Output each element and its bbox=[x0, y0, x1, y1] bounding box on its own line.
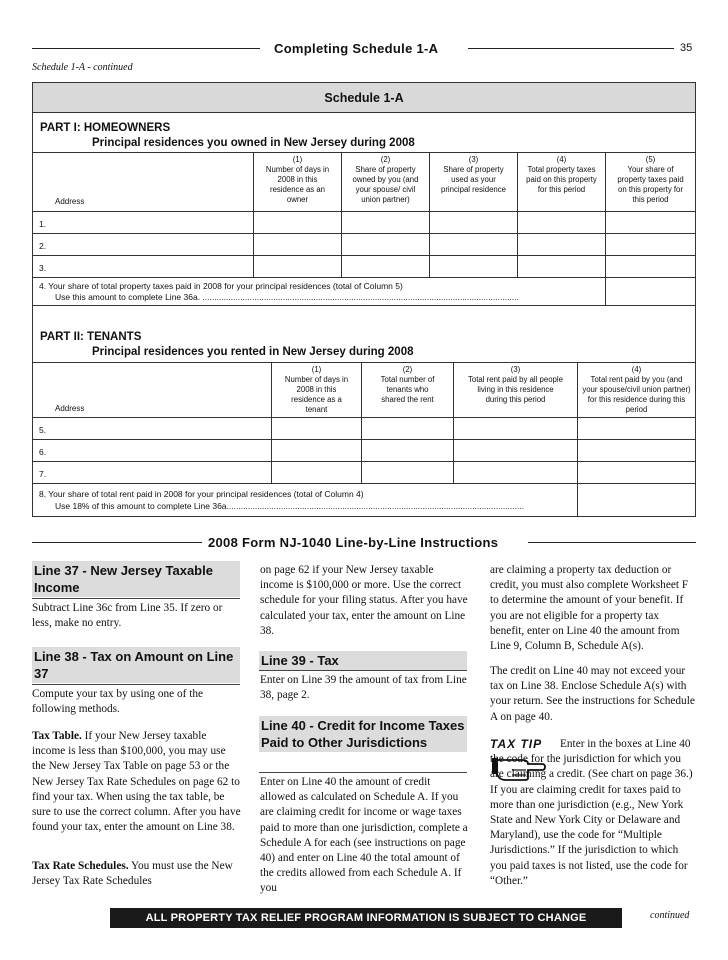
line38-underline bbox=[32, 684, 240, 685]
part1-column-header bbox=[33, 152, 695, 212]
col-number: (4) bbox=[556, 155, 567, 164]
line40-credit-limit-text: The credit on Line 40 may not exceed your tax on Line 38. Enclose Schedule A(s) with your return. See the instructions for Schedule A on page 40. bbox=[490, 665, 695, 723]
cell[interactable] bbox=[271, 462, 361, 483]
part2-total-line2: Use 18% of this amount to complete Line 36a.............................................................................................................................. bbox=[55, 501, 525, 511]
cell[interactable] bbox=[517, 256, 605, 277]
cell[interactable] bbox=[253, 234, 341, 255]
continued-label: Schedule 1-A - continued bbox=[32, 62, 133, 73]
part2-col2-header bbox=[361, 363, 453, 417]
cell[interactable] bbox=[453, 440, 577, 461]
part1-row-1 bbox=[33, 212, 695, 234]
line39-text: Enter on Line 39 the amount of tax from Line 38, page 2. bbox=[260, 674, 467, 702]
cell[interactable] bbox=[429, 234, 517, 255]
part2-total-row bbox=[33, 484, 695, 516]
part2-col3-header bbox=[453, 363, 577, 417]
part2-column-header bbox=[33, 362, 695, 418]
instructions-heading: 2008 Form NJ-1040 Line-by-Line Instructions bbox=[208, 535, 499, 550]
line38-continued-text: on page 62 if your New Jersey taxable income is $100,000 or more. Use the correct schedule for your filing status. After you have calculated your tax, enter the amount on Line 38. bbox=[260, 564, 468, 637]
header-rule-right bbox=[468, 48, 674, 49]
part2-row-6 bbox=[33, 440, 695, 462]
cell[interactable] bbox=[361, 440, 453, 461]
line38-heading: Line 38 - Tax on Amount on Line 37 bbox=[32, 647, 240, 683]
cell[interactable] bbox=[429, 256, 517, 277]
part2-row-7 bbox=[33, 462, 695, 484]
part1-col4-header bbox=[517, 153, 605, 211]
col-number: (5) bbox=[645, 155, 656, 164]
cell[interactable] bbox=[341, 212, 429, 233]
cell[interactable] bbox=[577, 440, 695, 461]
part2-row-5 bbox=[33, 418, 695, 440]
part2-heading: PART II: TENANTS bbox=[40, 331, 142, 343]
part2-total-line1: 8. Your share of total rent paid in 2008 for your principal residences (total of Column 4) bbox=[39, 489, 364, 499]
part1-col3-header bbox=[429, 153, 517, 211]
part1-total-row bbox=[33, 278, 695, 306]
schedule-1a-box bbox=[32, 82, 696, 517]
line40-heading: Line 40 - Credit for Income Taxes Paid to Other Jurisdictions bbox=[259, 716, 467, 752]
line39-underline bbox=[259, 670, 467, 671]
col-number: (4) bbox=[631, 365, 642, 374]
cell[interactable] bbox=[605, 256, 695, 277]
line40-text: Enter on Line 40 the amount of credit allowed as calculated on Schedule A. If you are claiming credit for income or wage taxes paid to more than one jurisdiction, complete a Schedule A for each (see instructions on page 40) and enter on Line 40 the total amount of the credits allowed from each Schedule A. If you bbox=[260, 776, 468, 895]
part1-total-cell[interactable] bbox=[605, 278, 695, 305]
page-header-title: Completing Schedule 1-A bbox=[274, 41, 439, 56]
part2-subheading: Principal residences you rented in New Jersey during 2008 bbox=[92, 346, 414, 358]
part1-row-2 bbox=[33, 234, 695, 256]
cell[interactable] bbox=[577, 418, 695, 439]
tax-table-label: Tax Table. bbox=[32, 730, 82, 742]
instructions-rule-right bbox=[528, 542, 696, 543]
schedule-title: Schedule 1-A bbox=[33, 83, 695, 113]
continued-footer: continued bbox=[650, 910, 690, 921]
part1-col2-header bbox=[341, 153, 429, 211]
col-description: Your share of property taxes paid on this property for this period bbox=[617, 165, 684, 204]
cell[interactable] bbox=[429, 212, 517, 233]
part1-col5-header bbox=[605, 153, 695, 211]
col-number: (1) bbox=[311, 365, 322, 374]
cell[interactable] bbox=[361, 418, 453, 439]
cell[interactable] bbox=[453, 418, 577, 439]
footer-banner: ALL PROPERTY TAX RELIEF PROGRAM INFORMATION IS SUBJECT TO CHANGE bbox=[110, 908, 622, 928]
part2-total-cell[interactable] bbox=[577, 484, 695, 516]
col-description: Share of property used as your principal residence bbox=[440, 165, 506, 194]
col-number: (1) bbox=[292, 155, 303, 164]
cell[interactable] bbox=[271, 440, 361, 461]
line37-heading: Line 37 - New Jersey Taxable Income bbox=[32, 561, 240, 597]
cell[interactable] bbox=[253, 212, 341, 233]
cell[interactable] bbox=[605, 234, 695, 255]
tax-tip-label: TAX TIP bbox=[490, 737, 543, 751]
row-number: 3. bbox=[39, 263, 47, 273]
col-description: Number of days in 2008 in this residence as an owner bbox=[265, 165, 330, 204]
tax-tip-body: Enter in the boxes at Line 40 the code for the jurisdiction for which you are claiming a credit. (See chart on page 36.) If you are claiming credit for taxes paid to more than one jurisdiction (e.g., New York State and New York City or Delaware and Maryland), use the code for “Multiple Jurisdictions.” If the jurisdiction to which you paid taxes is not listed, use the code for “Other.” bbox=[490, 738, 693, 887]
cell[interactable] bbox=[271, 418, 361, 439]
cell[interactable] bbox=[341, 234, 429, 255]
col-description: Total number of tenants who shared the rent bbox=[380, 375, 435, 404]
tax-tip-text bbox=[490, 737, 696, 889]
part1-row-3 bbox=[33, 256, 695, 278]
instructions-rule-left bbox=[32, 542, 202, 543]
line37-text: Subtract Line 36c from Line 35. If zero or less, make no entry. bbox=[32, 602, 223, 630]
row-number: 1. bbox=[39, 219, 47, 229]
rate-schedules-label: Tax Rate Schedules. bbox=[32, 860, 129, 872]
line38-text: Compute your tax by using one of the following methods. bbox=[32, 688, 203, 716]
rate-schedules-text: You must use the New Jersey Tax Rate Schedules bbox=[32, 860, 233, 888]
part2-col4-header bbox=[577, 363, 695, 417]
row-number: 2. bbox=[39, 241, 47, 251]
line37-underline bbox=[32, 598, 240, 599]
part1-heading: PART I: HOMEOWNERS bbox=[40, 122, 171, 134]
cell[interactable] bbox=[341, 256, 429, 277]
line38-rate-schedules-paragraph bbox=[32, 859, 242, 889]
col-number: (2) bbox=[380, 155, 391, 164]
col-description: Number of days in 2008 in this residence as a tenant bbox=[284, 375, 349, 414]
row-number: 5. bbox=[39, 425, 47, 435]
header-rule-left bbox=[32, 48, 260, 49]
line39-heading: Line 39 - Tax bbox=[259, 651, 467, 670]
part1-total-line2: Use this amount to complete Line 36a. ...................................................................................................................................... bbox=[55, 292, 519, 302]
cell[interactable] bbox=[577, 462, 695, 483]
row-number: 6. bbox=[39, 447, 47, 457]
line40-underline bbox=[259, 772, 467, 773]
col-description: Share of property owned by you (and your spouse/ civil union partner) bbox=[352, 165, 419, 204]
part1-subheading: Principal residences you owned in New Jersey during 2008 bbox=[92, 137, 415, 149]
cell[interactable] bbox=[517, 234, 605, 255]
cell[interactable] bbox=[253, 256, 341, 277]
tax-table-text: If your New Jersey taxable income is less than $100,000, you may use the New Jersey Tax Table on page 53 or the New Jersey Tax Rate Schedules on page 62 to find your tax. When using the tax table, be sure to use the correct column. After you have found your tax, enter the amount on Line 38. bbox=[32, 730, 241, 834]
page-number: 35 bbox=[680, 42, 693, 54]
col-description: Total rent paid by all people living in this residence during this period bbox=[468, 375, 563, 404]
part2-address-label: Address bbox=[55, 404, 85, 413]
line38-tax-table-paragraph bbox=[32, 729, 242, 835]
line40-continued-text: are claiming a property tax deduction or credit, you must also complete Worksheet F to determine the amount of your benefit. If you are not eligible for a property tax benefit, enter on Line 40 the amount from Line 9, Column B, Schedule A(s). bbox=[490, 564, 689, 653]
col-number: (3) bbox=[468, 155, 479, 164]
cell[interactable] bbox=[605, 212, 695, 233]
part1-total-line1: 4. Your share of total property taxes paid in 2008 for your principal residences (total of Column 5) bbox=[39, 281, 403, 291]
col-number: (2) bbox=[402, 365, 413, 374]
part1-col1-header bbox=[253, 153, 341, 211]
row-number: 7. bbox=[39, 469, 47, 479]
cell[interactable] bbox=[453, 462, 577, 483]
col-description: Total property taxes paid on this property for this period bbox=[526, 165, 597, 194]
col-description: Total rent paid by you (and your spouse/civil union partner) for this residence during this period bbox=[582, 375, 691, 414]
part2-col1-header bbox=[271, 363, 361, 417]
part1-address-label: Address bbox=[55, 197, 85, 206]
col-number: (3) bbox=[510, 365, 521, 374]
cell[interactable] bbox=[517, 212, 605, 233]
cell[interactable] bbox=[361, 462, 453, 483]
